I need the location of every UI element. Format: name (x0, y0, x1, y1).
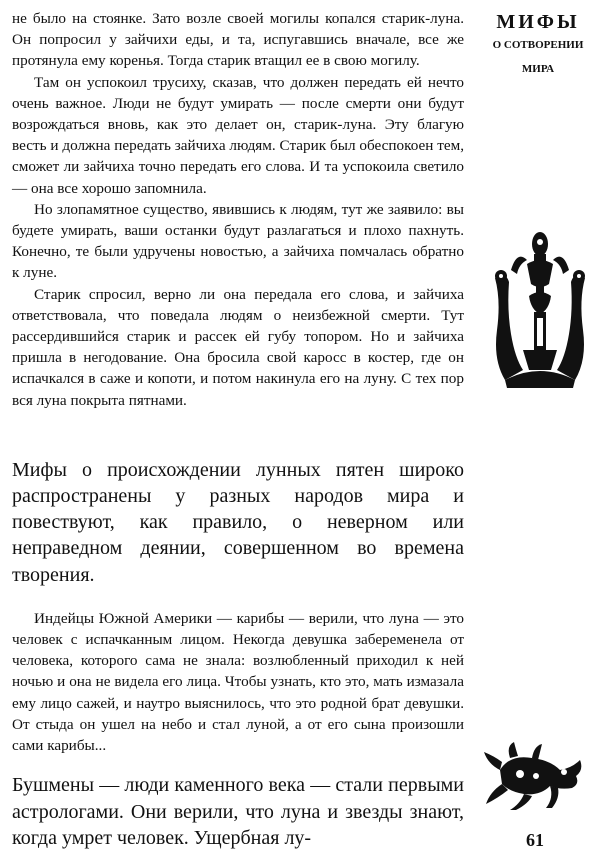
paragraph-4: Старик спросил, верно ли она передала его слова, и зайчиха ответствовала, что поведала людям о неизбежной смерти. Тут рассердившийся старик и рассек ей губу топором. Но и зайчиха пришла в негодование. Она бросила свой каросс в костер, где он испачкался в саже и копоти, и потом накинула его на луну. С тех пор вся луна покрыта пятнами. (12, 285, 464, 409)
main-text-column (12, 8, 464, 851)
ornamental-emblem-icon (487, 230, 593, 390)
section-subtitle: О СОТВОРЕНИИ (492, 39, 584, 51)
story-text (12, 8, 464, 411)
section-subtitle-2: МИРА (521, 63, 555, 75)
paragraph-1: не было на стоянке. Зато возле своей могилы копался старик-луна. Он попросил у зайчихи еды, и та, испугавшись вначале, все же протянула ему коренья. Тогда старик втащил ее в свою могилу. (12, 10, 464, 70)
page-number: 61 (526, 830, 544, 850)
dragon-ornament-icon (480, 740, 588, 812)
paragraph-3: Но злопамятное существо, явившись к людям, тут же заявило: вы будете умирать, ваши останки будут разлагаться и плохо пахнуть. Конечно, те были удручены новостью, а зайчиха помчалась обратно к луне. (12, 200, 464, 282)
paragraph-2: Там он успокоил трусиху, сказав, что должен передать ей нечто очень важное. Люди не будут умирать — после смерти они будут возрождаться вновь, как это делает он, старик-луна. Эту благую весть и должна передать зайчиха людям. Старик был обеспокоен тем, сможет ли зайчиха точно передать его слова. И та успокоила светило — она все хорошо запомнила. (12, 73, 464, 197)
section-header (488, 10, 588, 78)
paragraph-5: Индейцы Южной Америки — карибы — верили, что луна — это человек с испачканным лицом. Некогда девушка забеременела от человека, которого сама не знала: возлюбленный приходил к ней ночью и она не видела его лица. Чтобы узнать, кто это, мать измазала ему лицо сажей, и наутро выяснилось, что это родной брат девушки. От стыда он ушел на небо и стал луной, а от его сына произошли сами карибы... (12, 609, 464, 755)
section-title: МИФЫ (496, 11, 580, 33)
lead-paragraph: Мифы о происхождении лунных пятен широко распространены у разных народов мира и повествуют, как правило, о неверном или неправедном деянии, совершенном во времена творения. (12, 458, 464, 586)
caribs-text (12, 608, 464, 756)
paragraph-6: Бушмены — люди каменного века — стали первыми астрологами. Они верили, что луна и звезды знают, когда умрет человек. Ущербная лу- (12, 774, 464, 849)
